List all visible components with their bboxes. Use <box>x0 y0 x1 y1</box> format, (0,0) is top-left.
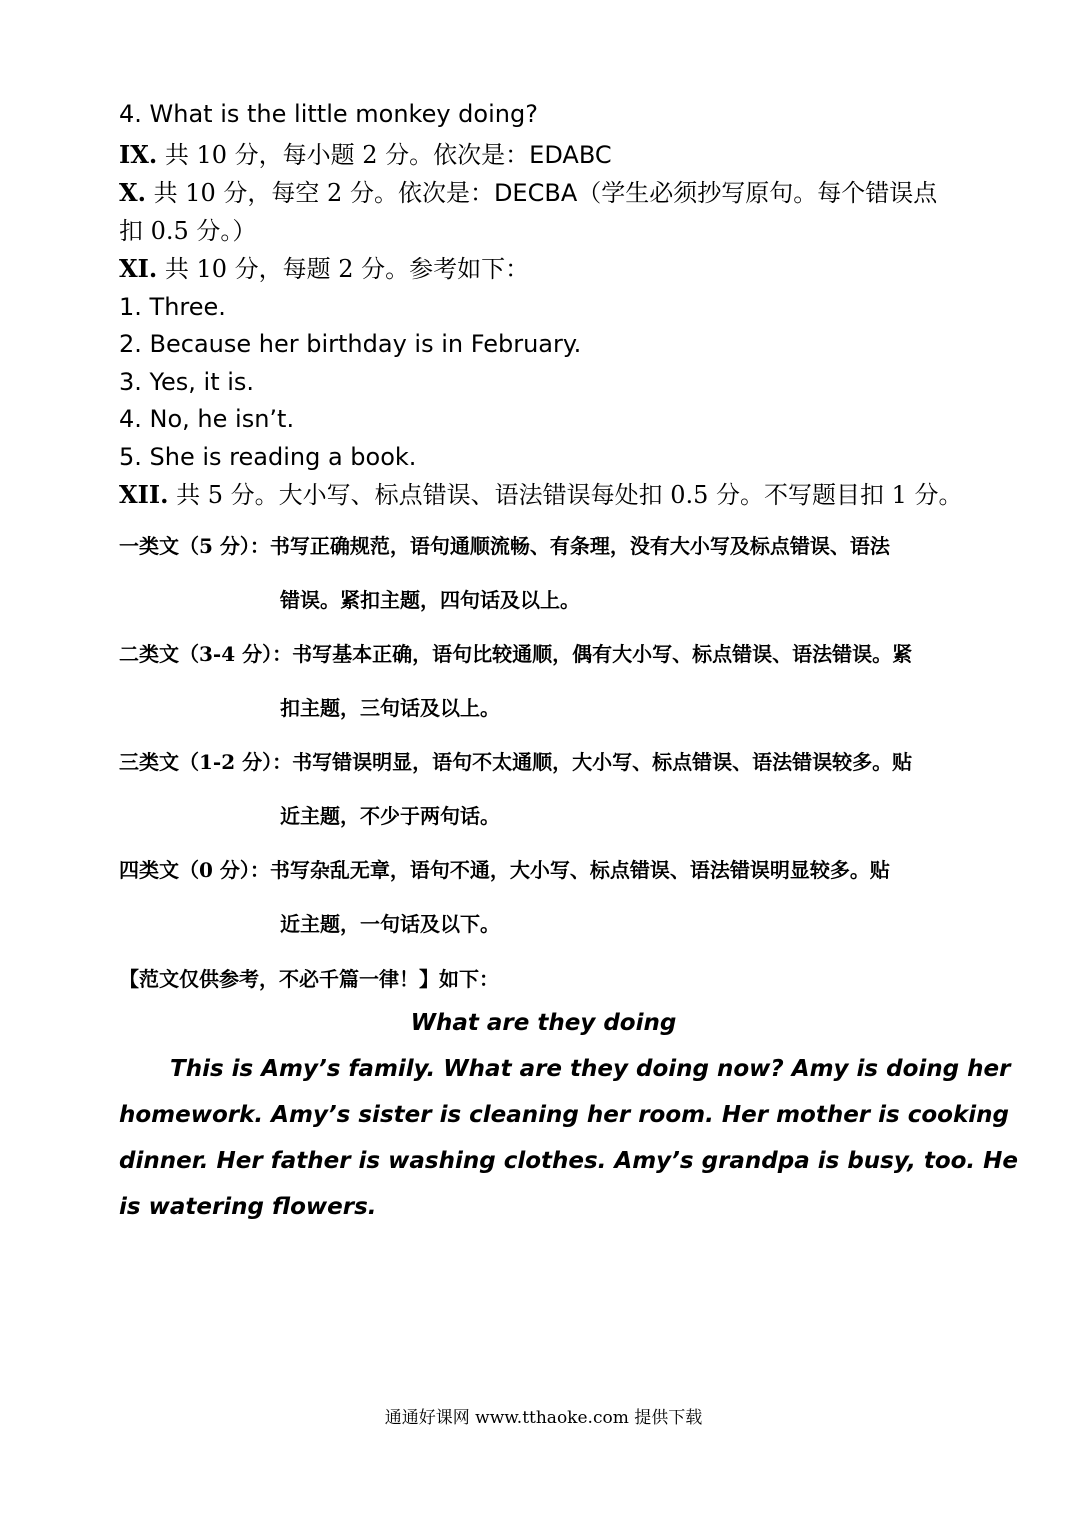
rubric-label: 一类文（5 分）： <box>119 534 270 558</box>
rubric-desc-cont: 错误。紧扣主题，四句话及以上。 <box>280 588 580 612</box>
answer-2: 2. Because her birthday is in February. <box>119 330 582 358</box>
section-xii-roman: XII. <box>119 480 169 509</box>
rubric-desc-cont: 近主题，一句话及以下。 <box>280 912 500 936</box>
answer-1: 1. Three. <box>119 293 226 321</box>
sample-line: dinner. Her father is washing clothes. Amy’s grandpa is busy, too. He <box>119 1148 1019 1174</box>
rubric-label: 二类文（3-4 分）： <box>119 642 293 666</box>
rubric-desc-cont: 扣主题，三句话及以上。 <box>280 696 500 720</box>
section-x-text: 共 10 分，每空 2 分。依次是： <box>153 179 494 207</box>
sample-line: is watering flowers. <box>119 1194 377 1220</box>
answer-4: 4. No, he isn’t. <box>119 405 295 433</box>
rubric-label: 三类文（1-2 分）： <box>119 750 293 774</box>
rubric-item <box>119 752 912 772</box>
section-x-note-cont: 扣 0.5 分。） <box>119 217 257 245</box>
rubric-desc: 书写杂乱无章，语句不通，大小写、标点错误、语法错误明显较多。贴 <box>269 858 890 882</box>
answer-5: 5. She is reading a book. <box>119 443 417 471</box>
section-ix-answer: EDABC <box>529 141 612 169</box>
rubric-desc: 书写基本正确，语句比较通顺，偶有大小写、标点错误、语法错误。紧 <box>292 642 913 666</box>
section-x-line <box>119 178 938 207</box>
section-xi-roman: XI. <box>119 254 158 283</box>
sample-line: This is Amy’s family. What are they doing now? Amy is doing her <box>170 1056 1011 1082</box>
sample-line: homework. Amy’s sister is cleaning her room. Her mother is cooking <box>119 1102 1009 1128</box>
sample-title: What are they doing <box>410 1010 677 1036</box>
section-xi-line <box>119 254 530 283</box>
section-xi-text: 共 10 分，每题 2 分。参考如下： <box>164 255 530 283</box>
rubric-desc-cont: 近主题，不少于两句话。 <box>280 804 500 828</box>
answer-line-q4: 4. What is the little monkey doing? <box>119 100 538 128</box>
rubric-desc: 书写错误明显，语句不太通顺，大小写、标点错误、语法错误较多。贴 <box>292 750 913 774</box>
section-xii-text: 共 5 分。大小写、标点错误、语法错误每处扣 0.5 分。不写题目扣 1 分。 <box>176 481 963 509</box>
rubric-item <box>119 860 890 880</box>
section-x-roman: X. <box>119 178 146 207</box>
footer-text: 通通好课网 www.tthaoke.com 提供下载 <box>384 1408 703 1428</box>
rubric-label: 四类文（0 分）： <box>119 858 270 882</box>
answer-3: 3. Yes, it is. <box>119 368 255 396</box>
rubric-desc: 书写正确规范，语句通顺流畅、有条理，没有大小写及标点错误、语法 <box>269 534 890 558</box>
rubric-item <box>119 536 890 556</box>
section-xii-line <box>119 480 963 509</box>
section-x-note: （学生必须抄写原句。每个错误点 <box>577 179 938 207</box>
section-ix-line <box>119 140 612 169</box>
sample-intro: 【范文仅供参考，不必千篇一律！】如下： <box>119 967 499 991</box>
section-ix-roman: IX. <box>119 140 158 169</box>
rubric-item <box>119 644 912 664</box>
section-ix-text: 共 10 分，每小题 2 分。依次是： <box>164 141 530 169</box>
section-x-answer: DECBA <box>493 179 578 207</box>
